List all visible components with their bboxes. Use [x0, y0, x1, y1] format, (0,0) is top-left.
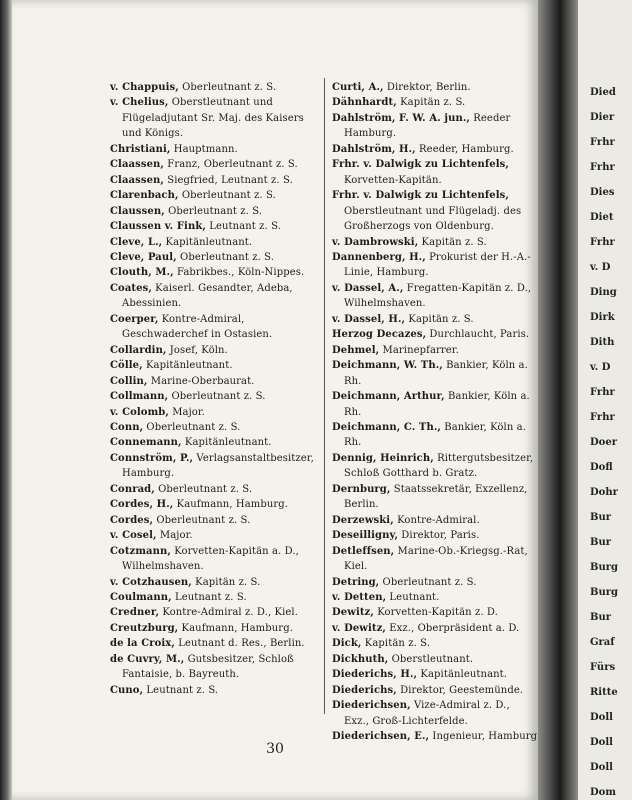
entry-name: Connemann, [110, 437, 182, 449]
directory-entry [332, 343, 538, 358]
directory-entry [332, 451, 538, 482]
entry-details: Vize-Admiral z. D., Exz., Groß-Lichterfelde. [344, 700, 510, 727]
entry-name: Deichmann, C. Th., [332, 421, 441, 433]
entry-name: Deichmann, W. Th., [332, 360, 443, 372]
entry-details: Kontre-Admiral. [393, 514, 480, 526]
entry-name: Detring, [332, 576, 380, 588]
entry-details: Oberleutnant z. S. [154, 483, 253, 495]
directory-entry [332, 683, 538, 698]
next-page-entry-fragment: Frhr [590, 412, 615, 423]
entry-details: Direktor, Paris. [398, 530, 480, 542]
directory-entry [110, 173, 316, 188]
entry-details: Rittergutsbesitzer, Schloß Gotthard b. Gratz. [344, 452, 534, 480]
entry-name: v. Colomb, [110, 406, 169, 418]
entry-details: Oberleutnant z. S. [153, 514, 251, 526]
next-page-entry-fragment: Bur [590, 612, 611, 623]
directory-entry [110, 435, 316, 450]
book-page [12, 0, 538, 800]
entry-name: Clarenbach, [110, 190, 179, 202]
right-column [332, 80, 538, 744]
next-page-entry-fragment: Graf [590, 637, 615, 648]
directory-entry [332, 482, 538, 513]
directory-entry [110, 358, 316, 373]
directory-entry [110, 80, 316, 95]
entry-name: Claussen, [110, 205, 165, 217]
entry-name: Dahlström, F. W. A. jun., [332, 112, 470, 124]
next-page-entry-fragment: Diet [590, 212, 614, 223]
next-page-entry-fragment: Frhr [590, 162, 615, 173]
directory-entry [332, 327, 538, 342]
entry-name: Coulmann, [110, 591, 172, 603]
entry-name: v. Cotzhausen, [110, 576, 192, 588]
entry-name: Claassen, [110, 159, 164, 171]
next-page-entry-fragment: Burg [590, 587, 618, 598]
entry-details: Josef, Köln. [166, 344, 228, 356]
entry-details: Reeder, Hamburg. [415, 143, 514, 155]
entry-details: Oberstleutnant und Flügeladj. des Großherzogs von Oldenburg. [344, 205, 522, 233]
entry-name: Cölle, [110, 360, 143, 372]
entry-name: Dehmel, [332, 344, 380, 356]
directory-entry [110, 235, 316, 250]
next-page-entry-fragment: Ritte [590, 687, 618, 698]
entry-details: Leutnant. [386, 591, 440, 603]
entry-name: v. Chelius, [110, 97, 169, 109]
entry-name: Clouth, M., [110, 267, 174, 279]
directory-entry [332, 250, 538, 281]
directory-entry [110, 544, 316, 575]
entry-details: Bankier, Köln a. Rh. [344, 421, 527, 449]
directory-entry [110, 405, 316, 420]
directory-entry [110, 420, 316, 435]
directory-entry [110, 528, 316, 543]
entry-details: Kaiserl. Gesandter, Adeba, Abessinien. [122, 282, 293, 310]
directory-entry [332, 358, 538, 389]
next-page-entry-fragment: Dith [590, 337, 615, 348]
directory-entry [110, 250, 316, 265]
directory-entry [110, 482, 316, 497]
entry-name: v. Cosel, [110, 530, 157, 542]
directory-entry [332, 312, 538, 327]
column-divider [324, 78, 325, 714]
entry-details: Leutnant d. Res., Berlin. [174, 638, 305, 650]
entry-details: Marine-Ob.-Kriegsg.-Rat, Kiel. [344, 545, 528, 573]
entry-name: Cordes, [110, 514, 154, 526]
next-page-entry-fragment: Dom [590, 787, 616, 798]
entry-details: Kontre-Admiral z. D., Kiel. [159, 607, 298, 619]
entry-details: Direktor, Geestemünde. [396, 684, 524, 696]
entry-details: Gutsbesitzer, Schloß Fantaisie, b. Bayreuth. [122, 653, 294, 681]
entry-name: Conrad, [110, 483, 155, 495]
entry-name: v. Dambrowski, [332, 236, 419, 248]
directory-entry [332, 95, 538, 110]
entry-name: Claassen, [110, 174, 164, 186]
entry-details: Oberleutnant z. S. [164, 205, 263, 217]
directory-entry [332, 235, 538, 250]
entry-name: Derzewski, [332, 514, 394, 526]
entry-name: Herzog Decazes, [332, 329, 427, 341]
next-page-entry-fragment: Dier [590, 112, 615, 123]
entry-details: Franz, Oberleutnant z. S. [164, 159, 298, 171]
entry-name: Coerper, [110, 313, 159, 325]
entry-details: Kapitän z. S. [191, 576, 261, 588]
entry-details: Oberleutnant z. S. [379, 576, 477, 588]
next-page-entry-fragment: Doer [590, 437, 617, 448]
entry-name: Claussen v. Fink, [110, 221, 206, 233]
directory-entry [110, 188, 316, 203]
entry-details: Fregatten-Kapitän z. D., Wilhelmshaven. [344, 282, 532, 310]
entry-name: Dick, [332, 638, 362, 650]
directory-entry [332, 281, 538, 312]
entry-name: Conn, [110, 421, 144, 433]
entry-details: Staatssekretär, Exzellenz, Berlin. [344, 483, 528, 511]
next-page-entry-fragment: Frhr [590, 387, 615, 398]
entry-name: Cordes, H., [110, 499, 174, 511]
page-number: 30 [266, 741, 284, 757]
entry-name: Diederichs, H., [332, 669, 418, 681]
entry-name: v. Dassel, A., [332, 282, 404, 294]
entry-name: Dannenberg, H., [332, 251, 426, 263]
entry-details: Direktor, Berlin. [383, 82, 471, 93]
entry-details: Kapitän z. S. [405, 313, 474, 325]
directory-entry [332, 605, 538, 620]
entry-name: Dennig, Heinrich, [332, 452, 434, 464]
directory-entry [110, 157, 316, 172]
directory-entry [332, 142, 538, 157]
next-page-entry-fragment: Frhr [590, 137, 615, 148]
directory-entry [332, 528, 538, 543]
directory-entry [332, 590, 538, 605]
entry-details: Oberleutnant z. S. [143, 421, 241, 433]
directory-entry [332, 80, 538, 95]
directory-entry [332, 513, 538, 528]
entry-name: v. Dassel, H., [332, 313, 406, 325]
directory-entry [110, 219, 316, 234]
entry-details: Oberleutnant z. S. [178, 82, 277, 93]
entry-name: Cotzmann, [110, 545, 171, 557]
directory-entry [110, 575, 316, 590]
directory-entry [110, 605, 316, 620]
next-page-entry-fragment: Frhr [590, 237, 615, 248]
directory-entry [332, 652, 538, 667]
entry-details: Korvetten-Kapitän a. D., Wilhelmshaven. [122, 545, 299, 573]
directory-entry [110, 95, 316, 141]
directory-entry [332, 621, 538, 636]
next-page-entry-fragment: v. D [590, 362, 611, 373]
entry-details: Oberleutnant z. S. [178, 190, 276, 202]
entry-details: Leutnant z. S. [205, 221, 281, 233]
entry-details: Oberleutnant z. S. [168, 391, 266, 403]
entry-name: Cuno, [110, 684, 144, 696]
entry-details: Kapitänleutnant. [181, 437, 272, 449]
directory-entry [332, 667, 538, 682]
left-column [110, 80, 316, 698]
entry-name: Frhr. v. Dalwigk zu Lichtenfels, [332, 159, 509, 171]
directory-entry [110, 590, 316, 605]
next-page-entry-fragment: v. D [590, 262, 611, 273]
entry-details: Kapitän z. S. [418, 236, 487, 248]
directory-entry [332, 420, 538, 451]
directory-entry [332, 544, 538, 575]
next-page-entry-fragment: Ding [590, 287, 617, 298]
book-gutter [538, 0, 578, 800]
next-page-entry-fragment: Dohr [590, 487, 618, 498]
directory-entry [332, 636, 538, 651]
next-page-fragment [578, 0, 632, 800]
entry-details: Kaufmann, Hamburg. [178, 622, 293, 634]
entry-details: Verlagsanstaltbesitzer, Hamburg. [122, 452, 314, 480]
entry-details: Kapitänleutnant. [162, 236, 253, 248]
entry-name: Collardin, [110, 344, 167, 356]
entry-details: Major. [156, 530, 193, 542]
entry-name: Creutzburg, [110, 622, 179, 634]
entry-details: Oberstleutnant. [388, 653, 474, 665]
directory-entry [332, 389, 538, 420]
next-page-entries [578, 80, 618, 800]
directory-entry [110, 204, 316, 219]
entry-name: Dickhuth, [332, 653, 389, 665]
entry-details: Durchlaucht, Paris. [426, 329, 530, 341]
next-page-entry-fragment: Fürs [590, 662, 616, 673]
entry-details: Kapitänleutnant. [142, 360, 233, 372]
entry-name: Deseilligny, [332, 530, 399, 542]
directory-entry [332, 188, 538, 234]
entry-name: Coates, [110, 282, 152, 294]
directory-entry [110, 621, 316, 636]
directory-entry [110, 389, 316, 404]
entry-details: Korvetten-Kapitän. [344, 174, 442, 186]
directory-entry [332, 575, 538, 590]
directory-entry [110, 513, 316, 528]
directory-entry [332, 157, 538, 188]
next-page-entry-fragment: Bur [590, 537, 611, 548]
entry-name: Frhr. v. Dalwigk zu Lichtenfels, [332, 190, 509, 202]
entry-name: Diederichsen, E., [332, 731, 430, 743]
entry-name: v. Dewitz, [332, 622, 386, 634]
directory-entry [110, 374, 316, 389]
entry-details: Korvetten-Kapitän z. D. [373, 607, 498, 619]
entry-details: Leutnant z. S. [143, 684, 219, 696]
next-page-entry-fragment: Dofl [590, 462, 613, 473]
entry-details: Oberleutnant z. S. [176, 251, 275, 263]
entry-details: Reeder Hamburg. [344, 112, 511, 140]
next-page-entry-fragment: Bur [590, 512, 611, 523]
entry-name: v. Chappuis, [110, 82, 179, 93]
entry-name: Deichmann, Arthur, [332, 391, 445, 403]
entry-details: Bankier, Köln a. Rh. [344, 360, 528, 387]
directory-entry [110, 683, 316, 698]
directory-entry [110, 343, 316, 358]
entry-name: Dahlström, H., [332, 143, 416, 155]
entry-details: Hauptmann. [170, 143, 238, 155]
entry-name: Christiani, [110, 143, 171, 155]
entry-name: Credner, [110, 607, 160, 619]
book-left-edge [0, 0, 12, 800]
entry-name: Dewitz, [332, 607, 374, 619]
next-page-entry-fragment: Dirk [590, 312, 615, 323]
entry-name: de la Croix, [110, 638, 175, 650]
entry-name: Detleffsen, [332, 545, 395, 557]
directory-entry [332, 698, 538, 729]
entry-details: Kapitänleutnant. [417, 669, 508, 681]
entry-details: Leutnant z. S. [171, 591, 247, 603]
entry-details: Major. [168, 406, 205, 418]
entry-details: Kapitän z. S. [396, 97, 466, 109]
entry-name: Diederichs, [332, 684, 397, 696]
next-page-entry-fragment: Doll [590, 762, 613, 773]
directory-entry [110, 451, 316, 482]
next-page-entry-fragment: Died [590, 87, 616, 98]
directory-entry [110, 312, 316, 343]
entry-name: de Cuvry, M., [110, 653, 185, 665]
entry-details: Oberstleutnant und Flügeladjutant Sr. Maj. des Kaisers und Königs. [122, 97, 304, 140]
entry-details: Marinepfarrer. [379, 344, 459, 356]
next-page-entry-fragment: Burg [590, 562, 618, 573]
entry-details: Fabrikbes., Köln-Nippes. [173, 267, 305, 279]
next-page-entry-fragment: Dies [590, 187, 615, 198]
entry-details: Kontre-Admiral, Geschwaderchef in Ostasien. [122, 313, 273, 341]
entry-details: Prokurist der H.-A.-Linie, Hamburg. [344, 251, 531, 279]
entry-name: Collin, [110, 375, 148, 387]
directory-entry [110, 652, 316, 683]
directory-entry [110, 636, 316, 651]
entry-name: Dähnhardt, [332, 97, 397, 109]
entry-details: Siegfried, Leutnant z. S. [164, 174, 293, 186]
entry-details: Ingenieur, Hamburg [429, 731, 538, 743]
directory-entry [110, 265, 316, 280]
directory-entry [332, 111, 538, 142]
entry-details: Marine-Oberbaurat. [147, 375, 255, 387]
entry-name: Collmann, [110, 391, 169, 403]
entry-name: Connström, P., [110, 452, 194, 464]
next-page-entry-fragment: Doll [590, 737, 613, 748]
directory-entry [110, 142, 316, 157]
entry-name: v. Detten, [332, 591, 387, 603]
entry-name: Cleve, Paul, [110, 251, 177, 263]
directory-entry [110, 497, 316, 512]
next-page-entry-fragment: Doll [590, 712, 613, 723]
entry-name: Curti, A., [332, 82, 384, 93]
entry-details: Bankier, Köln a. Rh. [344, 391, 530, 418]
entry-name: Diederichsen, [332, 700, 411, 712]
entry-details: Kapitän z. S. [361, 638, 430, 650]
entry-name: Dernburg, [332, 483, 391, 495]
entry-name: Cleve, L., [110, 236, 163, 248]
directory-entry [110, 281, 316, 312]
entry-details: Exz., Oberpräsident a. D. [386, 622, 520, 634]
entry-details: Kaufmann, Hamburg. [173, 499, 289, 511]
